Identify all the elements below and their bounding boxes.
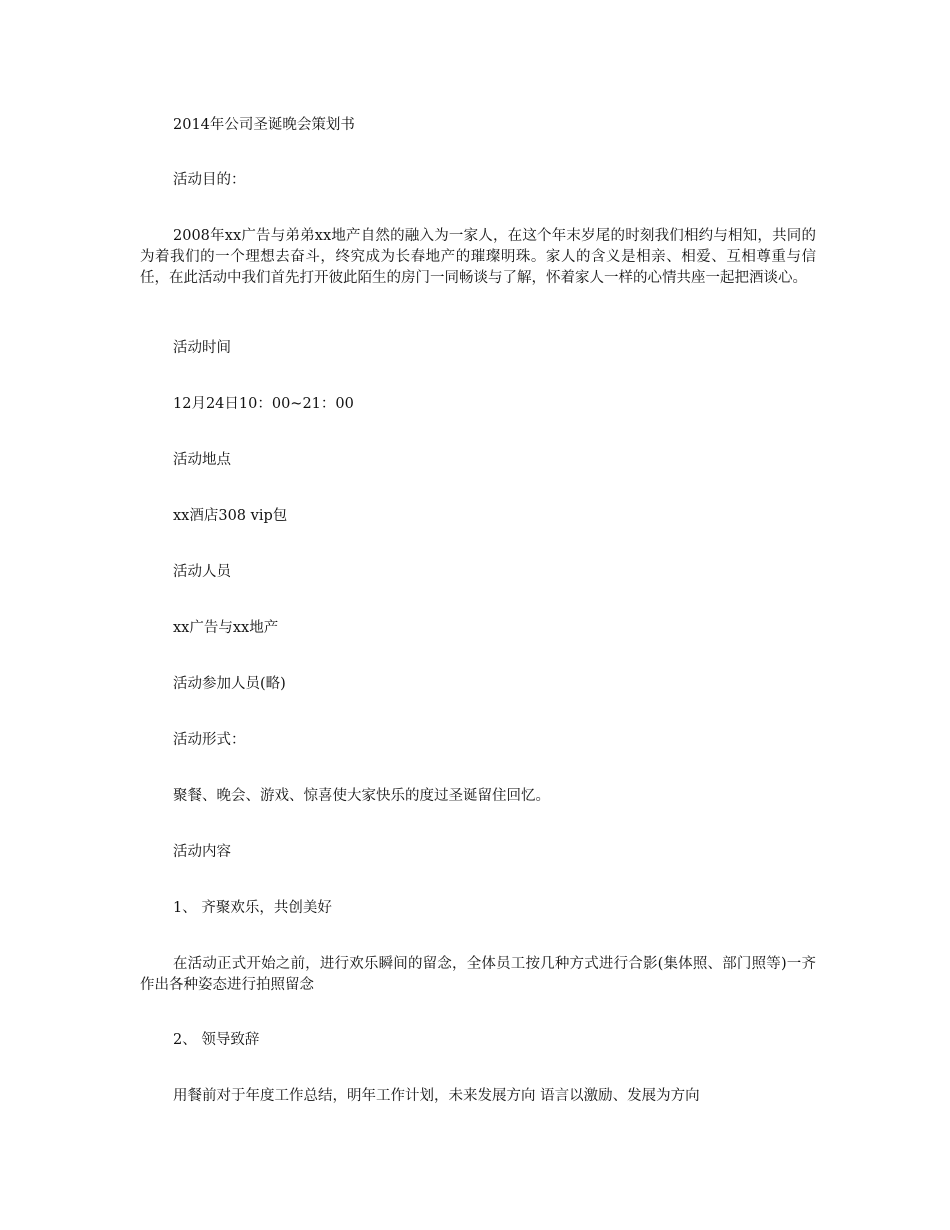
- document-title: 2014年公司圣诞晚会策划书: [173, 117, 355, 133]
- item2-text: 用餐前对于年度工作总结，明年工作计划，未来发展方向 语言以激励、发展为方向: [173, 1088, 700, 1104]
- people-heading: 活动人员: [173, 564, 231, 580]
- item1-title: 1、 齐聚欢乐，共创美好: [173, 900, 332, 916]
- item1-paragraph: 在活动正式开始之前，进行欢乐瞬间的留念，全体员工按几种方式进行合影(集体照、部门照等)一齐作出各种姿态进行拍照留念: [140, 956, 816, 993]
- purpose-heading: 活动目的：: [173, 172, 246, 188]
- time-value: 12月24日10：00~21：00: [173, 396, 354, 412]
- place-value: xx酒店308 vip包: [173, 508, 288, 524]
- place-heading: 活动地点: [173, 452, 231, 468]
- participants-note: 活动参加人员(略): [173, 676, 286, 692]
- form-value: 聚餐、晚会、游戏、惊喜使大家快乐的度过圣诞留住回忆。: [173, 788, 550, 804]
- item2-title: 2、 领导致辞: [173, 1032, 260, 1048]
- purpose-paragraph: 2008年xx广告与弟弟xx地产自然的融入为一家人，在这个年末岁尾的时刻我们相约与相知，共同的为着我们的一个理想去奋斗，终究成为长春地产的璀璨明珠。家人的含义是相亲、相爱、互相尊重与信任，在此活动中我们首先打开彼此陌生的房门一同畅谈与了解，怀着家人一样的心情共座一起把酒谈心。: [140, 228, 816, 286]
- people-value: xx广告与xx地产: [173, 620, 279, 636]
- time-heading: 活动时间: [173, 340, 231, 356]
- content-heading: 活动内容: [173, 844, 231, 860]
- form-heading: 活动形式：: [173, 732, 246, 748]
